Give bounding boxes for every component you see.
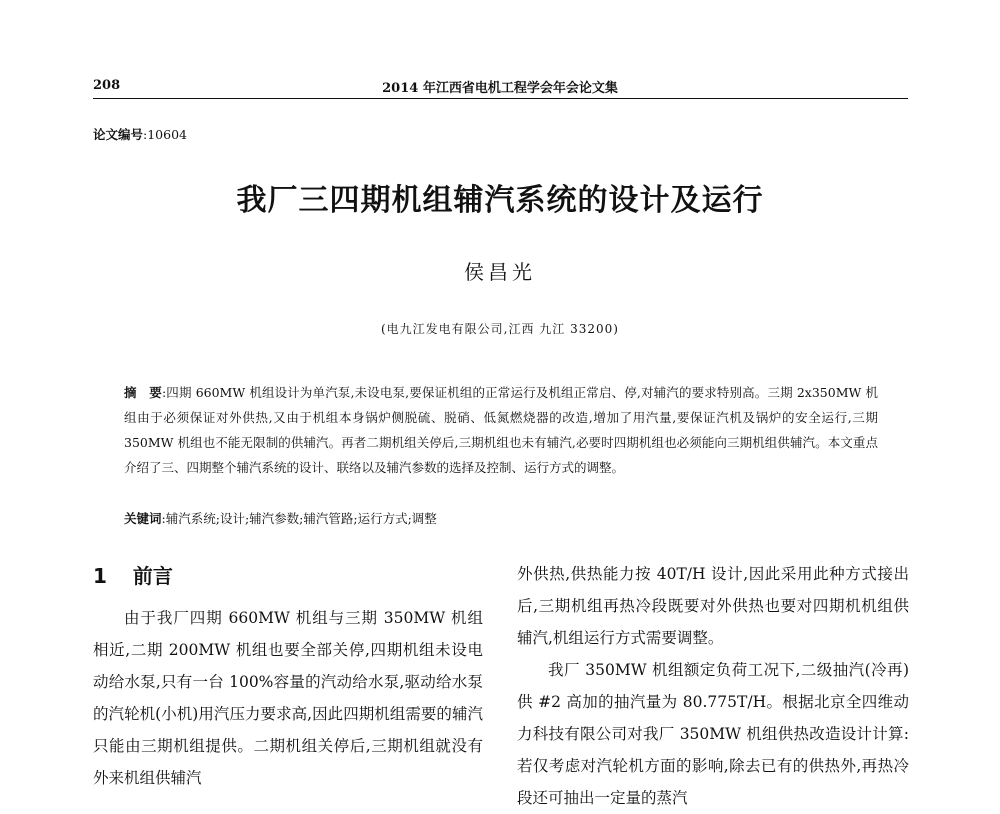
section-heading — [93, 560, 173, 589]
abstract-label: 摘 要 — [124, 385, 162, 400]
paper-title: 我厂三四期机组辅汽系统的设计及运行 — [236, 183, 764, 218]
section-title: 前言 — [132, 564, 173, 588]
affiliation: (电九江发电有限公司,江西 九江 33200) — [381, 322, 619, 336]
abstract — [124, 380, 878, 480]
header-rule — [93, 98, 908, 99]
paper-number-value: :10604 — [143, 127, 187, 142]
right-paragraph-1: 外供热,供热能力按 40T/H 设计,因此采用此种方式接出后,三期机组再热冷段既要对外供热也要对四期机机组供辅汽,机组运行方式需要调整。 — [517, 565, 909, 647]
left-paragraph-1: 由于我厂四期 660MW 机组与三期 350MW 机组相近,二期 200MW 机组也要全部关停,四期机组未设电动给水泵,只有一台 100%容量的汽动给水泵,驱动给水泵的汽轮机(小机)用汽压力要求高,因此四期机组需要的辅汽只能由三期机组提供。二期机组关停后,三期机组就没有外来机组供辅汽 — [93, 609, 483, 787]
right-column — [517, 558, 909, 814]
right-paragraph-2: 我厂 350MW 机组额定负荷工况下,二级抽汽(冷再)供 #2 高加的抽汽量为 80.775T/H。根据北京全四维动力科技有限公司对我厂 350MW 机组供热改造设计计算:若仅考虑对汽轮机方面的影响,除去已有的供热外,再热冷段还可抽出一定量的蒸汽 — [517, 661, 909, 807]
keywords — [124, 507, 878, 531]
page-number: 208 — [93, 78, 121, 93]
paper-number — [93, 125, 187, 143]
author: 侯昌光 — [464, 260, 536, 284]
section-number: 1 — [93, 564, 107, 588]
keywords-text: :辅汽系统;设计;辅汽参数;辅汽管路;运行方式;调整 — [161, 511, 437, 526]
running-header: 2014 年江西省电机工程学会年会论文集 — [382, 81, 618, 96]
left-column — [93, 602, 483, 794]
keywords-label: 关键词 — [124, 511, 162, 526]
abstract-text: :四期 660MW 机组设计为单汽泵,未设电泵,要保证机组的正常运行及机组正常启、停,对辅汽的要求特别高。三期 2x350MW 机组由于必须保证对外供热,又由于机组本身锅炉侧脱硫、脱硝、低氮燃烧器的改造,增加了用汽量,要保证汽机及锅炉的安全运行,三期 350MW 机组也不能无限制的供辅汽。再者二期机组关停后,三期机组也未有辅汽,必要时四期机组也必须能向三期机组供辅汽。本文重点介绍了三、四期整个辅汽系统的设计、联络以及辅汽参数的选择及控制、运行方式的调整。 — [124, 385, 878, 475]
paper-number-label: 论文编号 — [93, 127, 144, 142]
